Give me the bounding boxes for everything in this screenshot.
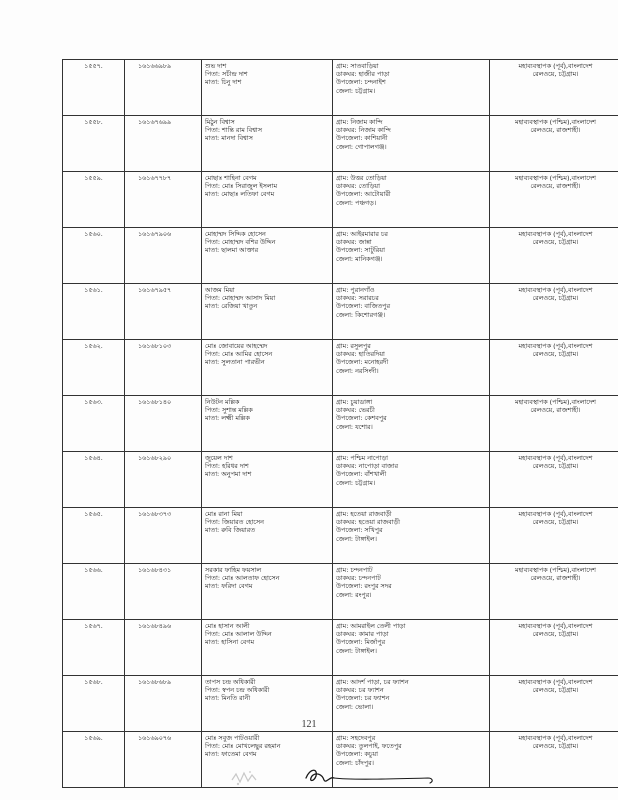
candidate-name: সরকার ফাহিম ফয়সাল [205,566,262,574]
address-line: জেলা: পঞ্চগড়। [336,198,377,207]
posting-line: রেলওয়ে, চট্টগ্রাম। [532,350,579,359]
posting-cell [490,508,618,564]
name-cell [202,116,333,172]
address-line: ডাকঘর: হতেয়া রাজবাড়ী [336,518,400,527]
roll-number: ১৬১৬৭৯৫৭ [138,286,172,294]
table-row [63,340,618,396]
table-row [63,508,618,564]
table-body [63,60,618,788]
posting-line: রেলওয়ে, রাজশাহী। [530,574,581,583]
serial-number: ১৫৫৮. [84,118,103,126]
roll-cell [125,116,202,172]
mother-name: মাতা: অনুপমা দাশ [205,470,252,479]
address-cell [333,452,490,508]
serial-cell [63,60,125,116]
name-cell [202,284,333,340]
roll-cell [125,284,202,340]
address-line: উপজেলা: কেশবপুর [336,414,387,423]
name-cell [202,228,333,284]
address-line: ডাকঘর: সরারচর [336,294,379,303]
name-cell [202,340,333,396]
address-line: উপজেলা: চর ফ্যাশন [336,694,390,703]
address-line: জেলা: চাঁদপুর। [336,758,374,767]
address-cell [333,620,490,676]
address-line: গ্রাম: আমরাইল তেলী পাড়া [336,622,406,630]
posting-line: রেলওয়ে, রাজশাহী। [530,126,581,135]
posting-cell [490,60,618,116]
name-cell [202,564,333,620]
candidate-name: মোঃ হাসান আলী [205,622,250,630]
address-cell [333,228,490,284]
posting-line: রেলওয়ে, চট্টগ্রাম। [532,686,579,695]
posting-line: রেলওয়ে, চট্টগ্রাম। [532,462,579,471]
serial-number: ১৫৬৮. [84,678,103,686]
father-name: পিতা: সুশান্ত মল্লিক [205,406,253,415]
posting-line: মহাব্যবস্থাপক (পূর্ব),বাংলাদেশ [518,62,593,70]
candidate-name: মোঃ রানা মিয়া [205,510,243,518]
address-line: ডাকঘর: নাপোড়া বাজার [336,462,399,471]
address-line: জেলা: চট্টগ্রাম। [336,478,376,487]
roll-number: ১৬১৬৯০৭৬ [138,734,172,742]
name-cell [202,508,333,564]
mother-name: মাতা: ফরিদা বেগম [205,582,253,591]
candidate-name: আজম মিয়া [205,286,235,294]
address-line: গ্রাম: হতেয়া রাজবাড়ী [336,510,392,518]
candidate-name: মোঃ সবুজ পাটওয়ারী [205,734,260,742]
address-line: ডাকঘর: তুলপাই, ফতেপুর [336,742,402,751]
address-line: গ্রাম: উত্তর তোড়িয়া [336,174,387,182]
serial-number: ১৫৬৬. [84,566,103,574]
address-cell [333,340,490,396]
mother-name: মাতা: সুলতানা পারভীন [205,358,265,367]
serial-number: ১৫৬৭. [84,622,103,630]
table-row [63,116,618,172]
address-line: ডাকঘর: তোড়িয়া [336,182,380,191]
address-cell [333,284,490,340]
posting-cell [490,564,618,620]
posting-line: রেলওয়ে, চট্টগ্রাম। [532,294,579,303]
serial-number: ১৫৫৭. [84,62,103,70]
roll-number: ১৬১৬৮১০৩ [138,342,172,350]
father-name: পিতা: জিয়ারত হোসেন [205,518,264,527]
father-name: পিতা: মোঃ মোখলেছুর রহমান [205,742,281,751]
address-line: উপজেলা: সাটুরিয়া [336,246,385,255]
serial-cell [63,284,125,340]
serial-number: ১৫৬৪. [84,454,103,462]
father-name: পিতা: শান্তি রাম বিশ্বাস [205,126,262,135]
address-line: উপজেলা: বাঁশখালী [336,470,387,479]
name-cell [202,172,333,228]
serial-cell [63,396,125,452]
address-line: ডাকঘর: ভেরচী [336,406,375,415]
table-row [63,284,618,340]
address-line: উপজেলা: মনোহরদী [336,358,389,367]
address-cell [333,172,490,228]
posting-cell [490,228,618,284]
posting-cell [490,116,618,172]
serial-cell [63,340,125,396]
address-line: জেলা: গোপালগঞ্জ। [336,142,387,151]
mother-name: মাতা: লক্ষ্মী মল্লিক [205,414,250,423]
table-row [63,452,618,508]
address-cell [333,396,490,452]
address-cell [333,564,490,620]
father-name: পিতা: মোঃ আলাল উদ্দিন [205,630,272,639]
address-line: গ্রাম: পুরানগাঁও [336,286,375,294]
address-line: গ্রাম: সাতবাড়িয়া [336,62,379,70]
address-cell [333,508,490,564]
mother-name: মাতা: রুবি জিয়ারত [205,526,256,535]
serial-cell [63,116,125,172]
mother-name: মাতা: চিনু দাশ [205,78,242,87]
address-line: উপজেলা: কচুয়া [336,750,378,759]
mother-name: মাতা: মোছাঃ লতিফা বেগম [205,190,275,199]
table-row [63,620,618,676]
address-cell [333,60,490,116]
posting-line: রেলওয়ে, চট্টগ্রাম। [532,70,579,79]
candidate-name: মোহাম্মদ সিদ্দিক হোসেন [205,230,266,238]
address-line: উপজেলা: মির্জাপুর [336,638,386,647]
address-line: ডাকঘর: হাজীর পাড়া [336,70,390,79]
posting-line: রেলওয়ে, রাজশাহী। [530,406,581,415]
serial-number: ১৫৬০. [84,230,103,238]
table-row [63,564,618,620]
posting-line: মহাব্যবস্থাপক (পশ্চিম),বাংলাদেশ [515,398,596,406]
address-line: উপজেলা: চন্দনাইশ [336,78,386,87]
roll-number: ১৬১৬৮৩৭৩ [138,510,172,518]
address-line: উপজেলা: আটোয়ারী [336,190,391,199]
candidate-name: মোঃ জোবায়ের আহম্মেদ [205,342,268,350]
name-cell [202,60,333,116]
posting-cell [490,284,618,340]
posting-line: রেলওয়ে, চট্টগ্রাম। [532,742,579,751]
posting-line: মহাব্যবস্থাপক (পূর্ব),বাংলাদেশ [518,286,593,294]
serial-cell [63,564,125,620]
table-row [63,60,618,116]
name-cell [202,620,333,676]
father-name: পিতা: স্বপন চন্দ্র অধিকারী [205,686,270,695]
address-line: গ্রাম: পশ্চিম নাপোড়া [336,454,389,462]
address-line: গ্রাম: নিজাম কান্দি [336,118,383,126]
posting-line: মহাব্যবস্থাপক (পূর্ব),বাংলাদেশ [518,454,593,462]
address-line: ডাকঘর: চন্দনপাট [336,574,381,583]
posting-cell [490,172,618,228]
table-row [63,172,618,228]
posting-cell [490,620,618,676]
address-line: জেলা: রংপুর। [336,590,372,599]
address-line: গ্রাম: চুয়াডাঙ্গা [336,398,373,406]
posting-cell [490,340,618,396]
address-line: জেলা: কিশোরগঞ্জ। [336,310,386,319]
address-line: জেলা: ভোলা। [336,702,374,711]
address-line: জেলা: নরসিংদী। [336,366,379,375]
address-line: গ্রাম: আইরমারার চর [336,230,388,238]
address-line: উপজেলা: বাজিতপুর [336,302,391,311]
posting-line: রেলওয়ে, রাজশাহী। [530,182,581,191]
candidate-name: তাপস চন্দ্র অধিকারী [205,678,256,686]
address-line: ডাকঘর: জান্না [336,238,372,247]
address-line: জেলা: চট্টগ্রাম। [336,86,376,95]
serial-number: ১৫৫৯. [84,174,103,182]
mother-name: মাতা: মিনতি রানী [205,694,251,703]
roll-number: ১৬১৬৮৪৯৬ [138,622,172,630]
father-name: পিতা: মোঃ সিরাজুল ইসলাম [205,182,278,191]
candidate-name: মোছাঃ শাহিনা বেগম [205,174,257,182]
candidate-name: শুভ দাশ [205,62,227,70]
roll-number: ১৬১৬৭৯০৬ [138,230,172,238]
serial-cell [63,732,125,788]
serial-number: ১৫৬৩. [84,398,103,406]
mother-name: মাতা: ফাতেমা বেগম [205,750,257,759]
posting-line: মহাব্যবস্থাপক (পূর্ব),বাংলাদেশ [518,230,593,238]
roll-number: ১৬১৬৮২৯০ [138,454,172,462]
address-line: গ্রাম: রসুলপুর [336,342,371,350]
posting-line: রেলওয়ে, চট্টগ্রাম। [532,518,579,527]
address-line: গ্রাম: সহদেবপুর [336,734,376,742]
name-cell [202,452,333,508]
candidate-table [62,59,618,788]
serial-cell [63,228,125,284]
roll-number: ১৬১৬৭৬৯৯ [138,118,172,126]
serial-number: ১৫৬২. [84,342,103,350]
posting-line: মহাব্যবস্থাপক (পশ্চিম),বাংলাদেশ [515,566,596,574]
posting-line: মহাব্যবস্থাপক (পূর্ব),বাংলাদেশ [518,510,593,518]
address-cell [333,116,490,172]
address-line: উপজেলা: কাশিয়ানী [336,134,388,143]
address-line: জেলা: টাঙ্গাইল। [336,646,377,655]
roll-cell [125,564,202,620]
roll-cell [125,396,202,452]
posting-line: মহাব্যবস্থাপক (পশ্চিম),বাংলাদেশ [515,174,596,182]
mother-name: মাতা: ছালমা আক্তার [205,246,259,255]
posting-line: মহাব্যবস্থাপক (পূর্ব),বাংলাদেশ [518,678,593,686]
serial-number: ১৫৬৫. [84,510,103,518]
page-number: 121 [301,719,317,730]
father-name: পিতা: মোহাম্মদ আসাদ মিয়া [205,294,276,303]
address-line: জেলা: মানিকগঞ্জ। [336,254,383,263]
mother-name: মাতা: মানদা বিশ্বাস [205,134,253,143]
address-line: ডাকঘর: চর ফ্যাশন [336,686,384,695]
roll-cell [125,172,202,228]
roll-cell [125,60,202,116]
father-name: পিতা: সচীন্দ্র দাশ [205,70,248,79]
mother-name: মাতা: রেজিয়া খাতুন [205,302,258,311]
posting-cell [490,732,618,788]
roll-number: ১৬১৬৮১৪০ [138,398,172,406]
mother-name: মাতা: হাসিনা বেগম [205,638,255,647]
table-row [63,396,618,452]
name-cell [202,396,333,452]
posting-line: মহাব্যবস্থাপক (পূর্ব),বাংলাদেশ [518,622,593,630]
father-name: পিতা: মোঃ আমির হোসেন [205,350,273,359]
roll-cell [125,340,202,396]
serial-cell [63,620,125,676]
address-line: ডাকঘর: কামার পাড়া [336,630,389,639]
father-name: পিতা: মোঃ আলতাফ হোসেন [205,574,280,583]
father-name: পিতা: হরিধর দাশ [205,462,249,471]
posting-cell [490,396,618,452]
posting-line: রেলওয়ে, চট্টগ্রাম। [532,630,579,639]
roll-cell [125,452,202,508]
posting-line: মহাব্যবস্থাপক (পশ্চিম),বাংলাদেশ [515,118,596,126]
posting-cell [490,452,618,508]
candidate-name: মিঠুন বিশ্বাস [205,118,235,126]
table-row [63,228,618,284]
faded-stamp-mark [228,768,262,788]
posting-line: রেলওয়ে, চট্টগ্রাম। [532,238,579,247]
address-line: গ্রাম: আদর্শ পাড়া, চর ফ্যাশন [336,678,409,686]
address-line: জেলা: টাঙ্গাইল। [336,534,377,543]
roll-cell [125,620,202,676]
candidate-name: জুয়েল দাশ [205,454,233,462]
handwritten-signature [300,764,440,788]
serial-number: ১৫৬৯. [84,734,103,742]
serial-cell [63,452,125,508]
roll-number: ১৬১৬৬৯৮৯ [138,62,172,70]
address-line: ডাকঘর: হাতিরদিয়া [336,350,385,359]
address-line: জেলা: যশোর। [336,422,373,431]
posting-line: মহাব্যবস্থাপক (পূর্ব),বাংলাদেশ [518,734,593,742]
father-name: পিতা: মোহাম্মদ বশির উদ্দিন [205,238,276,247]
roll-number: ১৬১৬৮৪৩১ [138,566,172,574]
serial-cell [63,508,125,564]
serial-cell [63,172,125,228]
address-line: ডাকঘর: নিজাম কান্দি [336,126,391,135]
candidate-name: নিউটন মল্লিক [205,398,240,406]
roll-cell [125,228,202,284]
serial-number: ১৫৬১. [84,286,103,294]
address-line: গ্রাম: চন্দনপাট [336,566,373,574]
address-line: উপজেলা: সখিপুর [336,526,383,535]
posting-line: মহাব্যবস্থাপক (পূর্ব),বাংলাদেশ [518,342,593,350]
roll-number: ১৬১৬৭৭৮৭ [138,174,172,182]
roll-cell [125,732,202,788]
roll-cell [125,508,202,564]
address-line: উপজেলা: রংপুর সদর [336,582,392,591]
roll-number: ১৬১৬৮৬৮৯ [138,678,172,686]
